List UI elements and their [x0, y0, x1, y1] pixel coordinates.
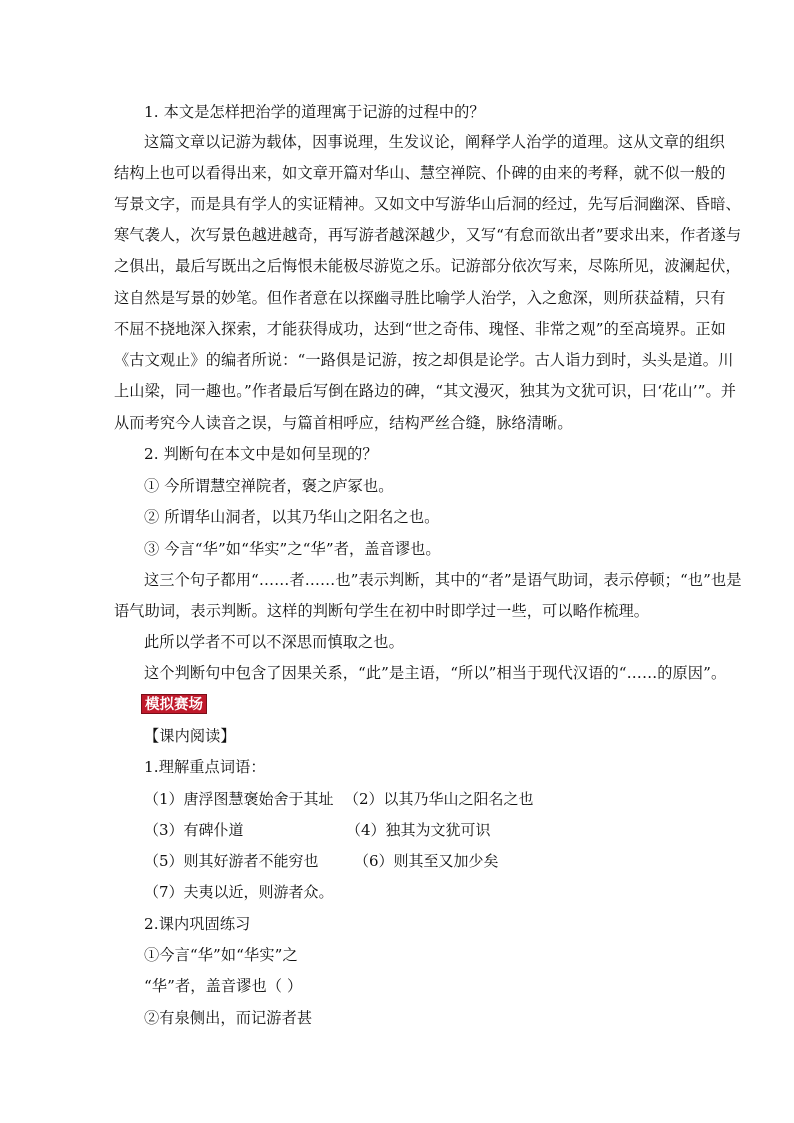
example-sentence: ② 所谓华山洞者，以其乃华山之阳名之也。	[144, 508, 440, 526]
answer-line: 之俱出，最后写既出之后悔恨未能极尽游览之乐。记游部分依次写来，尽陈所见，波澜起伏，	[114, 257, 741, 275]
exercise-line: ②有泉侧出，而记游者甚	[144, 1009, 313, 1027]
term-item: （3）有碑仆道	[144, 821, 244, 839]
answer-line: 这自然是写景的妙笔。但作者意在以探幽寻胜比喻学人治学，入之愈深，则所获益精，只有	[114, 289, 726, 307]
answer-line: 不屈不挠地深入探索，才能获得成功，达到“世之奇伟、瑰怪、非常之观”的至高境界。正如	[114, 320, 726, 338]
example-sentence: ③ 今言“华”如“华实”之“华”者，盖音谬也。	[144, 540, 441, 558]
explanation-line: 语气助词，表示判断。这样的判断句学生在初中时即学过一些，可以略作梳理。	[114, 602, 650, 620]
example-sentence: ① 今所谓慧空禅院者，褒之庐冢也。	[144, 477, 394, 495]
explanation-line: 这个判断句中包含了因果关系，“此”是主语，“所以”相当于现代汉语的“……的原因”。	[144, 664, 727, 682]
example-sentence: 此所以学者不可以不深思而慎取之也。	[144, 633, 404, 651]
term-item: （7）夫夷以近，则游者众。	[144, 883, 334, 901]
question-2: 2. 判断句在本文中是如何呈现的？	[144, 445, 378, 463]
exercise-line: ①今言“华”如“华实”之	[144, 946, 298, 964]
explanation-line: 这三个句子都用“……者……也”表示判断，其中的“者”是语气助词，表示停顿；“也”也是	[144, 571, 742, 589]
answer-line: 《古文观止》的编者所说：“一路俱是记游，按之却俱是论学。古人诣力到时，头头是道。川	[114, 351, 734, 369]
answer-line: 这篇文章以记游为载体，因事说理，生发议论，阐释学人治学的道理。这从文章的组织	[144, 133, 725, 151]
answer-line: 上山梁，同一趣也。”作者最后写倒在路边的碑，“其文漫灭，独其为文犹可识，曰‘花山’”。并	[114, 382, 737, 400]
section-badge: 模拟赛场	[141, 694, 207, 714]
answer-line: 结构上也可以看得出来，如文章开篇对华山、慧空禅院、仆碑的由来的考释，就不似一般的	[114, 164, 726, 182]
term-item: （5）则其好游者不能穷也	[144, 852, 319, 870]
answer-line: 从而考究今人读音之误，与篇首相呼应，结构严丝合缝，脉络清晰。	[114, 414, 573, 432]
question-title: 1.理解重点词语：	[144, 758, 266, 776]
term-item: （6）则其至又加少矣	[354, 852, 499, 870]
term-item: （2）以其乃华山之阳名之也	[344, 790, 534, 808]
term-item: （4）独其为文犹可识	[346, 821, 491, 839]
answer-line: 写景文字，而是具有学人的实证精神。又如文中写游华山后洞的经过，先写后洞幽深、昏暗、	[114, 195, 741, 213]
answer-line: 寒气袭人，次写景色越进越奇，再写游者越深越少，又写“有怠而欲出者”要求出来，作者遂与	[114, 226, 742, 244]
question-title: 2.课内巩固练习	[144, 915, 251, 933]
exercise-line: “华”者，盖音谬也（ ）	[144, 977, 303, 995]
term-item: （1）唐浮图慧褒始舍于其址	[144, 790, 334, 808]
reading-header: 【课内阅读】	[144, 727, 236, 745]
question-1: 1. 本文是怎样把治学的道理寓于记游的过程中的？	[144, 103, 485, 121]
